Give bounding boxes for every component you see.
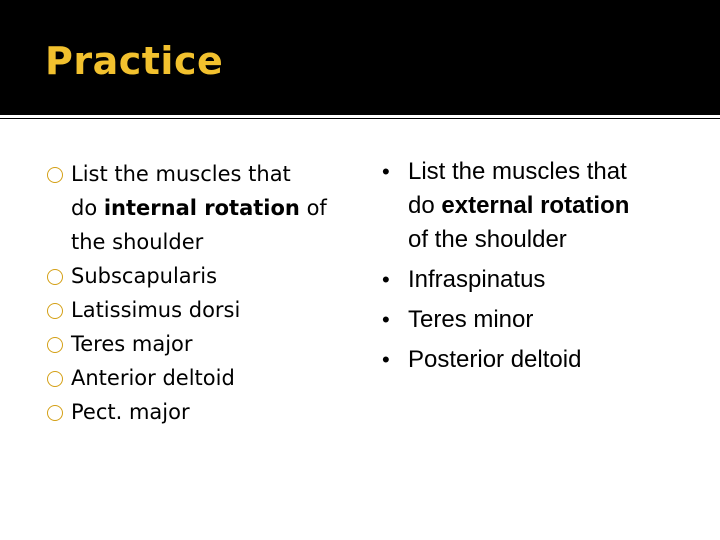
right-item-label: Teres minor bbox=[408, 306, 534, 333]
title-bar bbox=[0, 0, 720, 112]
circle-bullet-icon bbox=[47, 269, 63, 285]
dot-bullet-icon: • bbox=[382, 159, 390, 184]
right-bullet-list bbox=[380, 155, 710, 383]
left-list-item bbox=[47, 293, 367, 327]
right-item-label: Infraspinatus bbox=[408, 266, 546, 293]
dot-bullet-icon: • bbox=[382, 267, 390, 292]
right-intro-line2 bbox=[408, 189, 710, 223]
left-intro-line2-suffix: of bbox=[299, 196, 327, 220]
right-intro-line2-prefix: do bbox=[408, 192, 442, 219]
left-intro-emphasis: internal rotation bbox=[103, 196, 300, 220]
left-bullet-list bbox=[47, 157, 367, 429]
right-list-item bbox=[380, 343, 710, 377]
dot-bullet-icon: • bbox=[382, 347, 390, 372]
left-intro-line3: the shoulder bbox=[71, 230, 204, 254]
left-item-label: Pect. major bbox=[71, 400, 190, 424]
right-intro-item bbox=[380, 155, 710, 257]
circle-bullet-icon bbox=[47, 405, 63, 421]
right-item-label: Posterior deltoid bbox=[408, 346, 582, 373]
left-intro-line2-prefix: do bbox=[71, 196, 104, 220]
title-divider-thick bbox=[0, 112, 720, 115]
right-intro-line3: of the shoulder bbox=[408, 226, 567, 253]
circle-bullet-icon bbox=[47, 303, 63, 319]
left-list-item bbox=[47, 259, 367, 293]
title-divider-thin bbox=[0, 118, 720, 119]
left-intro-line1: List the muscles that bbox=[71, 162, 291, 186]
left-item-label: Subscapularis bbox=[71, 264, 218, 288]
right-intro-emphasis: external rotation bbox=[441, 192, 630, 219]
slide-title: Practice bbox=[45, 39, 224, 83]
right-intro-line1: List the muscles that bbox=[408, 158, 627, 185]
circle-bullet-icon bbox=[47, 167, 63, 183]
circle-bullet-icon bbox=[47, 371, 63, 387]
left-list-item bbox=[47, 327, 367, 361]
left-intro-line2 bbox=[71, 191, 367, 225]
circle-bullet-icon bbox=[47, 337, 63, 353]
right-list-item bbox=[380, 303, 710, 337]
left-item-label: Anterior deltoid bbox=[71, 366, 235, 390]
right-list-item bbox=[380, 263, 710, 297]
left-item-label: Latissimus dorsi bbox=[71, 298, 241, 322]
left-item-label: Teres major bbox=[71, 332, 193, 356]
dot-bullet-icon: • bbox=[382, 307, 390, 332]
left-intro-item bbox=[47, 157, 367, 259]
left-list-item bbox=[47, 361, 367, 395]
left-list-item bbox=[47, 395, 367, 429]
